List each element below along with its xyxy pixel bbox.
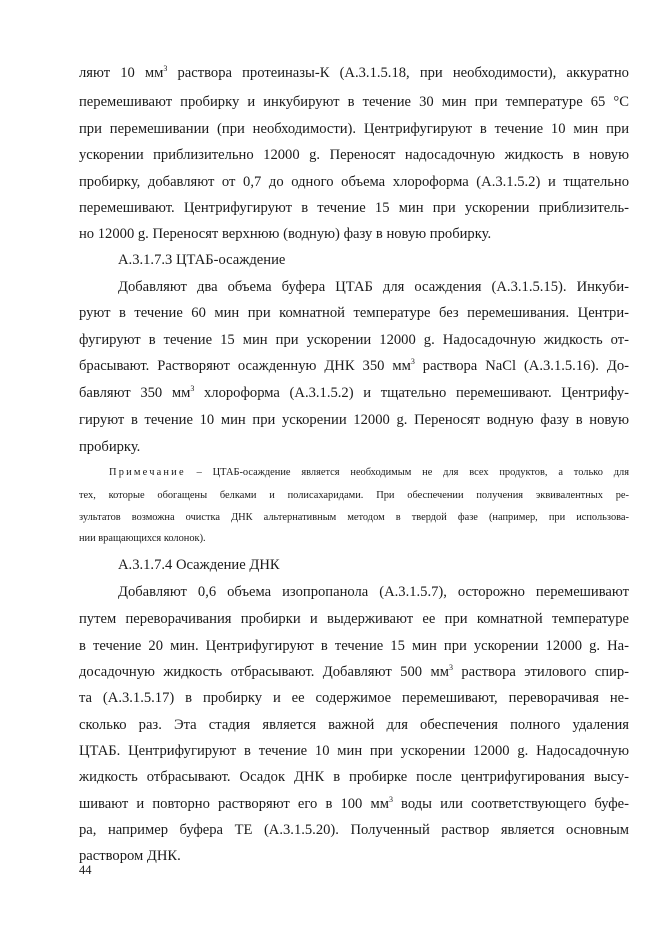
text-line: шивают и повторно растворяют его в 100 $мм^3$ воды или соответствующего буфе- [79,795,629,812]
note-line: Примечание – ЦТАБ-осаждение является необходимым не для всех продуктов, а только для [109,467,629,478]
note-line: тех, которые обогащены белками и полисахаридами. При обеспечении получения эквивалентных ре- [79,490,629,501]
text-line: досадочную жидкость отбрасывают. Добавляют 500 $мм^3$ раствора этилового спир- [79,663,629,680]
text-line: ляют 10 $мм^3$ раствора протеиназы-К (А.3.1.5.18, при необходимости), аккуратно [79,64,629,81]
section-heading: А.3.1.7.4 Осаждение ДНК [118,557,280,573]
text-line: перемешивают пробирку и инкубируют в течение 30 мин при температуре 65 °С [79,94,629,110]
text-line: сколько раз. Эта стадия является важной для обеспечения полного удаления [79,717,629,733]
note-line: нии вращающихся колонок). [79,533,206,544]
text-line: ра, например буфера ТЕ (А.3.1.5.20). Полученный раствор является основным [79,822,629,838]
note-line: зультатов возможна очистка ДНК альтернативным методом в твердой фазе (например, при использова- [79,512,629,523]
text-line: бавляют 350 $мм^3$ хлороформа (А.3.1.5.2) и тщательно перемешивают. Центрифу- [79,384,629,401]
text-line: та (А.3.1.5.17) в пробирку и ее содержимое перемешивают, переворачивая не- [79,690,629,706]
text-line: брасывают. Растворяют осажденную ДНК 350 $мм^3$ раствора NaCl (А.3.1.5.16). До- [79,357,629,374]
text-line: перемешивают. Центрифугируют в течение 15 мин при ускорении приблизитель- [79,200,629,216]
text-line: путем переворачивания пробирки и выдерживают ее при комнатной температуре [79,611,629,627]
text-line: фугируют в течение 15 мин при ускорении 12000 g. Надосадочную жидкость от- [79,332,629,348]
text-line: гируют в течение 10 мин при ускорении 12000 g. Переносят водную фазу в новую [79,412,629,428]
text-line: ускорении приблизительно 12000 g. Переносят надосадочную жидкость в новую [79,147,629,163]
text-line: пробирку, добавляют от 0,7 до одного объема хлороформа (А.3.1.5.2) и тщательно [79,174,629,190]
text-line: при перемешивании (при необходимости). Центрифугируют в течение 10 мин при [79,121,629,137]
text-line: руют в течение 60 мин при комнатной температуре без перемешивания. Центри- [79,305,629,321]
text-line: в течение 20 мин. Центрифугируют в течение 15 мин при ускорении 12000 g. На- [79,638,629,654]
text-line: раствором ДНК. [79,848,181,864]
text-line: ЦТАБ. Центрифугируют в течение 10 мин при ускорении 12000 g. Надосадочную [79,743,629,759]
text-line: пробирку. [79,439,141,455]
text-line: жидкость отбрасывают. Осадок ДНК в пробирке после центрифугирования высу- [79,769,629,785]
text-line: Добавляют два объема буфера ЦТАБ для осаждения (А.3.1.5.15). Инкуби- [118,279,629,295]
text-line: но 12000 g. Переносят верхнюю (водную) фазу в новую пробирку. [79,226,492,242]
note-label: Примечание [109,467,186,478]
text-line: Добавляют 0,6 объема изопропанола (А.3.1.5.7), осторожно перемешивают [118,584,629,600]
page-number: 44 [79,863,92,877]
section-heading: А.3.1.7.3 ЦТАБ-осаждение [118,252,286,268]
